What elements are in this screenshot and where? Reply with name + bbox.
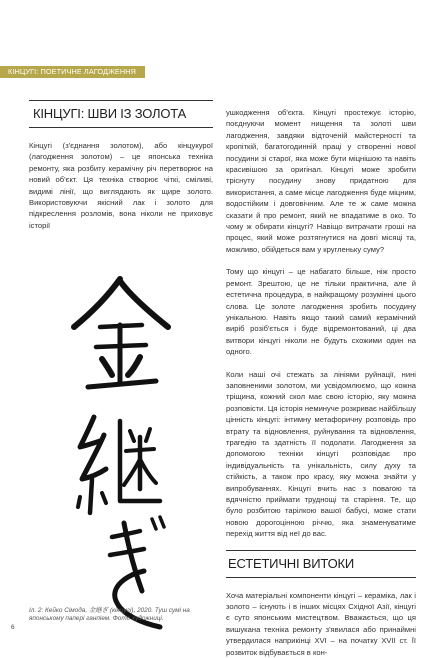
title-rule-bottom <box>29 127 213 128</box>
running-header-band <box>0 66 145 78</box>
paragraph-4: Хоча матеріальні компоненти кінцугі – кераміка, лак і золото – існують і в інших місцях Східної Азії, кінцугі є суто японським мистецтвом. Вважається, що ця вишукана техніка ремонту з'явилася або принаймні утвердилася наприкінці XVI – на початку XVII ст. Її розвиток відбувається в кон- <box>226 590 416 657</box>
title-rule-bottom <box>226 577 416 578</box>
figure-caption: Іл. 2: Кейко Сімода, 金継ぎ (кінцугі), 2020. Туш сумі на японському папері ганпіем. Фото художниці. <box>29 607 190 622</box>
intro-paragraph: Кінцугі (з'єднання золотом), або кінцукурої (лагодження золотом) – це японська техніка ремонту, яка розбиту керамічну річ перетворює на новий об'єкт. Ця техніка створює чіткі, сміливі, видимі лінії, що виглядають як щире золото. Використовуючи якісний лак і золото для підкреслення розломів, вона ніколи не приховує історії <box>29 141 213 230</box>
section-title-right: ЕСТЕТИЧНІ ВИТОКИ <box>228 555 355 571</box>
page-number: 6 <box>11 624 15 631</box>
calligraphy-artwork <box>70 275 170 645</box>
calligraphy-brush-strokes <box>70 275 170 645</box>
section-title-left: КІНЦУГІ: ШВИ ІЗ ЗОЛОТА <box>33 106 187 121</box>
running-header-title: КІНЦУГІ: ПОЕТИЧНЕ ЛАГОДЖЕННЯ <box>8 67 136 76</box>
paragraph-1: ушкодження об'єкта. Кінцугі простежує історію, поєднуючи момент нищення та золоті шви лагодження, завдяки відточеній майстерності та кропіткій, багатогодинній праці у створенні нової посудини зі старої, яка може бути міцнішою та навіть красивішою за оригінал. Кінцугі може зробити тріснуту посудину знову придатною для використання, а саме місце лагодження буде міцним, водостійким і довговічним. Але те ж саме можна сказати й про ремонт, який не впадатиме в око. То чому ж обирати кінцугі? Навіщо витрачати гроші на процес, який може розтягнутися на довгі місяці та, можливо, обійдеться вам у кругленьку суму? <box>226 108 416 254</box>
paragraph-2: Тому що кінцугі – це набагато більше, ніж просто ремонт. Зрештою, це не тільки практична, але й естетична процедура, в найкращому розумінні цього слова. Це золоте лагодження зробить посудину унікальною. Навіть якщо такий самий керамічний виріб розіб'ється і буде відремонтований, ці два витвори кінцугі ніколи не будуть схожими один на одного. <box>226 267 416 357</box>
section-heading-block <box>226 550 416 578</box>
left-column <box>29 100 213 231</box>
paragraph-3: Коли наші очі стежать за лініями руйнації, нині заповненими золотом, ми усвідомлюємо, що кожна тріщина, кожний скол має свою історію, яку можна розповісти. Ця історія неминуче розкриває найбільшу цінність кінцугі: інтимну метафоричну розповідь про втрату та відновлення, руйнування та відновлення, трагедію та здатність її подолати. Лагодження за допомогою техніки кінцугі розповідає про індивідуальність та унікальність, силу духу та стійкість, а також про красу, яку можна знайти у випробуваннях. Кінцугі вчить нас з повагою та вдячністю приймати труднощі та старіння. Те, що було розбитою тарілкою вашої бабусі, може стати новою дорогоцінною річчю, яка знаменуватиме перехід життя від неї до вас. <box>226 369 416 539</box>
right-column <box>226 107 416 658</box>
